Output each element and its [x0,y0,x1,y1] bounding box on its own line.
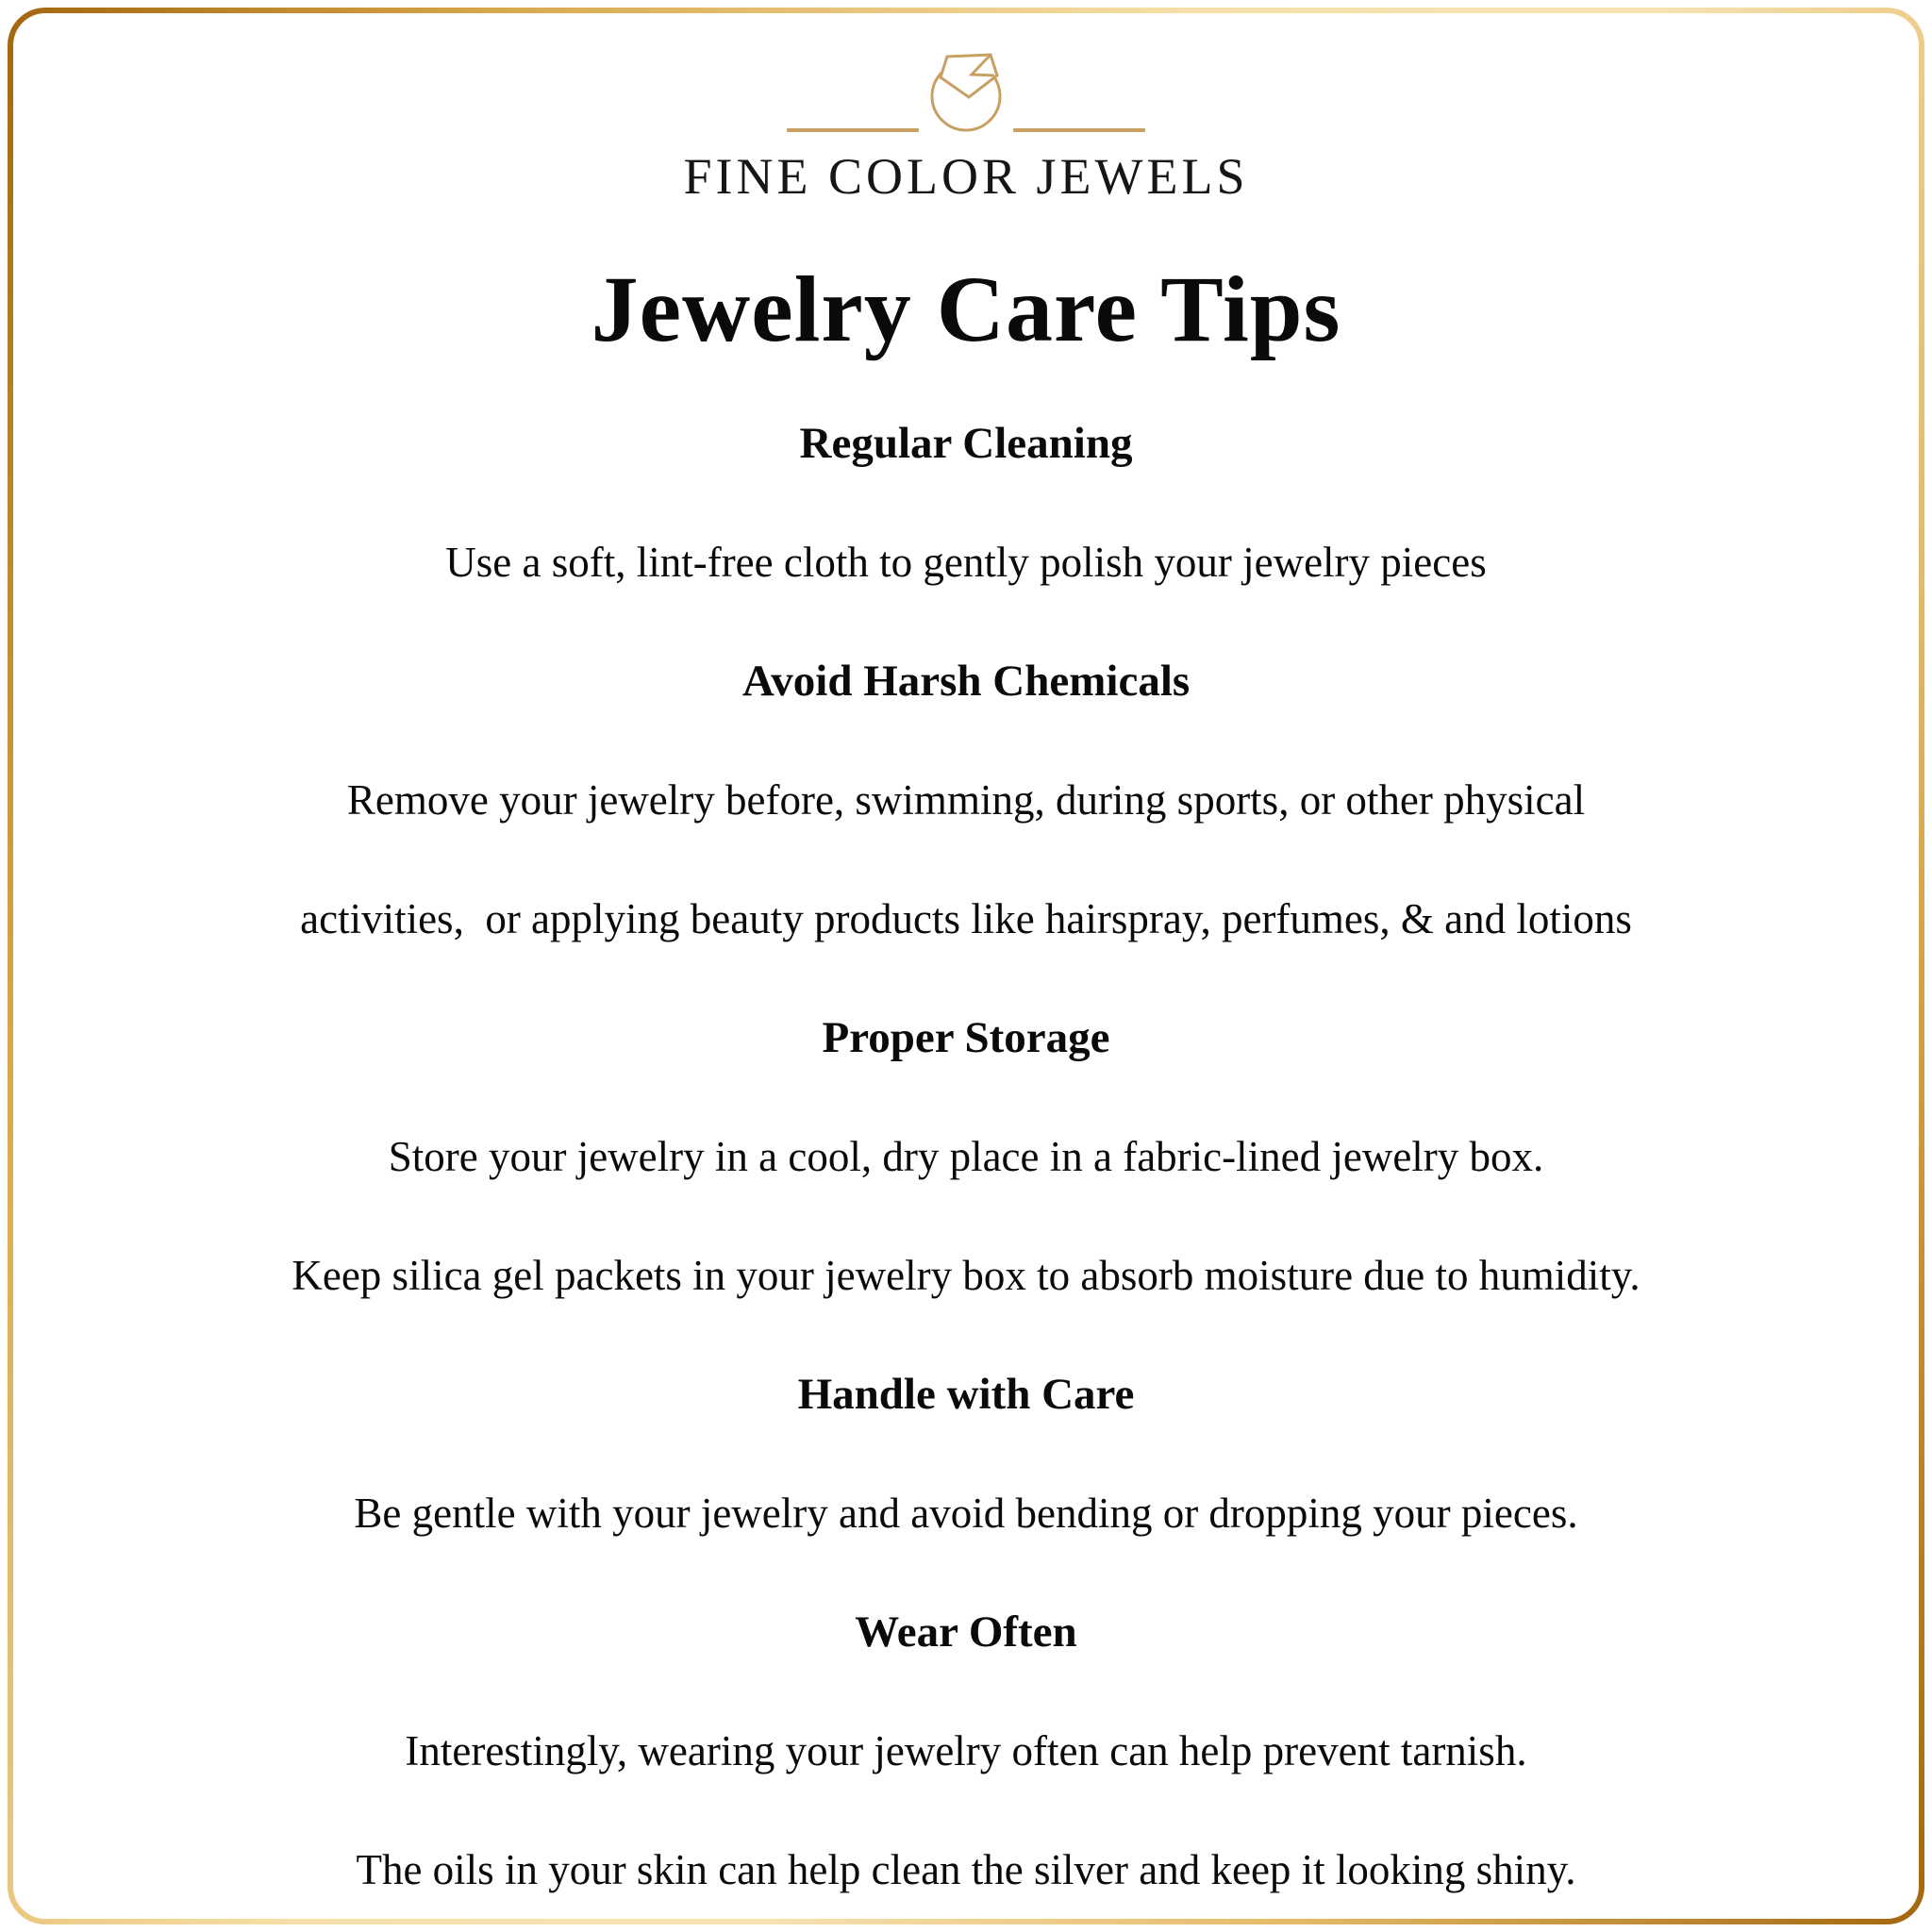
gold-border-frame [8,8,1924,1924]
section-body-line: The oils in your skin can help clean the silver and keep it looking shiny. [356,1846,1576,1893]
section-heading-regular-cleaning: Regular Cleaning [799,419,1133,468]
page-title: Jewelry Care Tips [591,257,1341,361]
brand-name: FINE COLOR JEWELS [683,148,1249,205]
section-heading-wear-often: Wear Often [855,1607,1077,1657]
section-heading-handle-with-care: Handle with Care [797,1370,1135,1419]
logo-left-line [787,128,919,132]
section-body-line: Remove your jewelry before, swimming, during sports, or other physical [346,776,1586,824]
section-body-line: activities, or applying beauty products like hairspray, perfumes, & and lotions [300,895,1632,942]
card-content [26,26,1906,1906]
section-body-line: Use a soft, lint-free cloth to gently polish your jewelry pieces [445,539,1487,586]
section-body-line: Store your jewelry in a cool, dry place in a fabric-lined jewelry box. [388,1133,1544,1180]
card-background [13,13,1919,1919]
section-body-line: Interestingly, wearing your jewelry often can help prevent tarnish. [405,1727,1527,1774]
section-heading-avoid-harsh-chemicals: Avoid Harsh Chemicals [741,657,1191,706]
section-heading-proper-storage: Proper Storage [822,1013,1110,1062]
diamond-ring-icon [768,43,1164,157]
section-body-line: Be gentle with your jewelry and avoid bending or dropping your pieces. [354,1490,1578,1537]
tips-list [26,384,1906,1929]
section-body-line: Keep silica gel packets in your jewelry box to absorb moisture due to humidity. [291,1252,1641,1299]
logo-right-line [1013,128,1145,132]
